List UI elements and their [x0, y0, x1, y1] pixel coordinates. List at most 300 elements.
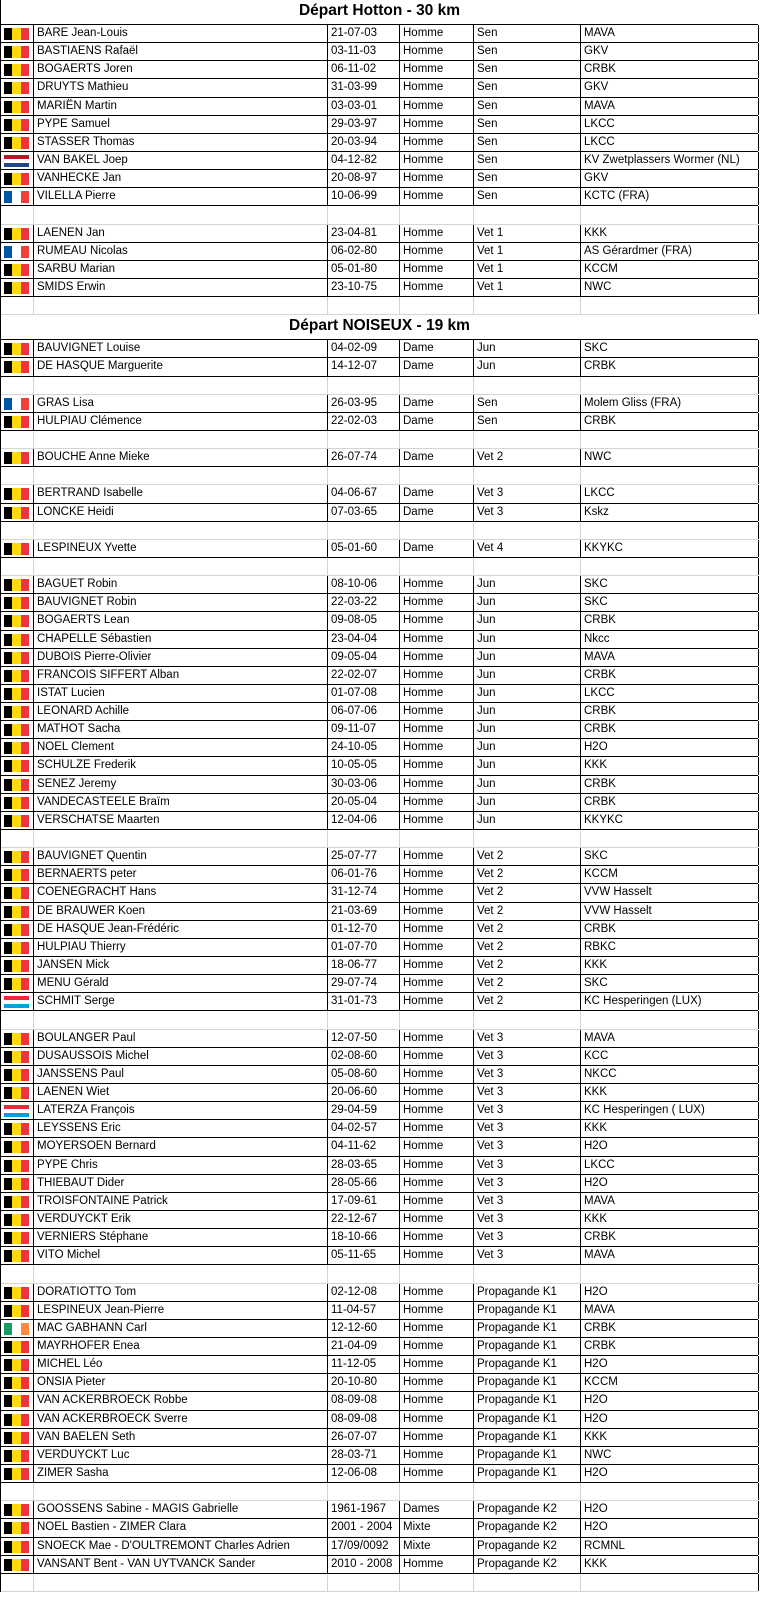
participant-name: VANDECASTEELE Braïm	[34, 794, 328, 811]
birth-date: 26-07-74	[328, 449, 400, 466]
participant-row	[1, 957, 758, 975]
participant-row	[1, 776, 758, 794]
flag-cell	[1, 739, 34, 756]
flag-be-icon	[4, 706, 29, 718]
section-title: Départ NOISEUX - 19 km	[289, 317, 470, 335]
gender: Homme	[400, 576, 474, 593]
club: SKC	[581, 576, 759, 593]
category: Sen	[474, 134, 581, 151]
category: Sen	[474, 116, 581, 133]
flag-be-icon	[4, 1450, 29, 1462]
birth-date: 04-02-57	[328, 1120, 400, 1137]
birth-date: 17/09/0092	[328, 1538, 400, 1555]
birth-date: 21-04-09	[328, 1338, 400, 1355]
participant-name: BASTIAENS Rafaël	[34, 43, 328, 60]
club: H2O	[581, 1411, 759, 1428]
participant-row	[1, 594, 758, 612]
participant-row	[1, 358, 758, 376]
category: Jun	[474, 776, 581, 793]
gender: Homme	[400, 1302, 474, 1319]
participant-row	[1, 848, 758, 866]
category: Sen	[474, 413, 581, 430]
club: H2O	[581, 1138, 759, 1155]
participant-row	[1, 1193, 758, 1211]
flag-cell	[1, 1356, 34, 1373]
flag-be-icon	[4, 1305, 29, 1317]
gender: Homme	[400, 116, 474, 133]
participant-row	[1, 667, 758, 685]
club: NWC	[581, 449, 759, 466]
participant-row	[1, 1030, 758, 1048]
flag-cell	[1, 957, 34, 974]
participant-name: SMIDS Erwin	[34, 279, 328, 296]
club: KV Zwetplassers Wormer (NL)	[581, 152, 759, 169]
birth-date: 06-11-02	[328, 61, 400, 78]
participant-name: BARE Jean-Louis	[34, 25, 328, 42]
participant-name: GRAS Lisa	[34, 395, 328, 412]
club: CRBK	[581, 794, 759, 811]
flag-cell	[1, 594, 34, 611]
category: Propagande K1	[474, 1338, 581, 1355]
participant-name: TROISFONTAINE Patrick	[34, 1193, 328, 1210]
flag-cell	[1, 1157, 34, 1174]
blank-row	[1, 431, 758, 449]
participant-row	[1, 884, 758, 902]
gender: Homme	[400, 1030, 474, 1047]
flag-be-icon	[4, 1051, 29, 1063]
category: Vet 3	[474, 1048, 581, 1065]
category: Jun	[474, 812, 581, 829]
gender: Dame	[400, 540, 474, 557]
blank-row	[1, 377, 758, 395]
participant-name: SARBU Marian	[34, 261, 328, 278]
participant-row	[1, 79, 758, 97]
gender: Homme	[400, 1338, 474, 1355]
flag-be-icon	[4, 742, 29, 754]
gender: Homme	[400, 812, 474, 829]
gender: Homme	[400, 921, 474, 938]
category: Propagande K1	[474, 1465, 581, 1482]
club: GKV	[581, 79, 759, 96]
flag-cell	[1, 170, 34, 187]
participant-name: VERDUYCKT Erik	[34, 1211, 328, 1228]
flag-be-icon	[4, 1196, 29, 1208]
birth-date: 26-07-07	[328, 1429, 400, 1446]
gender: Homme	[400, 1374, 474, 1391]
participant-name: COENEGRACHT Hans	[34, 884, 328, 901]
birth-date: 05-11-65	[328, 1247, 400, 1264]
participant-name: BOULANGER Paul	[34, 1030, 328, 1047]
category: Vet 3	[474, 1030, 581, 1047]
flag-be-icon	[4, 1178, 29, 1190]
participant-name: BOGAERTS Lean	[34, 612, 328, 629]
birth-date: 06-07-06	[328, 703, 400, 720]
participant-row	[1, 1374, 758, 1392]
participant-name: STASSER Thomas	[34, 134, 328, 151]
flag-cell	[1, 116, 34, 133]
participant-row	[1, 1138, 758, 1156]
category: Vet 2	[474, 903, 581, 920]
participant-name: LONCKE Heidi	[34, 504, 328, 521]
flag-cell	[1, 1465, 34, 1482]
participant-row	[1, 721, 758, 739]
category: Vet 2	[474, 884, 581, 901]
birth-date: 12-07-50	[328, 1030, 400, 1047]
participant-name: LEYSSENS Eric	[34, 1120, 328, 1137]
category: Vet 2	[474, 449, 581, 466]
participant-row	[1, 1356, 758, 1374]
birth-date: 03-11-03	[328, 43, 400, 60]
birth-date: 31-01-73	[328, 993, 400, 1010]
flag-be-icon	[4, 869, 29, 881]
birth-date: 08-09-08	[328, 1411, 400, 1428]
flag-be-icon	[4, 1504, 29, 1516]
gender: Homme	[400, 848, 474, 865]
blank-row	[1, 558, 758, 576]
gender: Homme	[400, 667, 474, 684]
gender: Homme	[400, 776, 474, 793]
participant-name: BOUCHE Anne Mieke	[34, 449, 328, 466]
category: Vet 2	[474, 975, 581, 992]
participant-name: LAENEN Wiet	[34, 1084, 328, 1101]
participant-row	[1, 540, 758, 558]
participant-row	[1, 649, 758, 667]
flag-be-icon	[4, 137, 29, 149]
participant-row	[1, 631, 758, 649]
gender: Homme	[400, 903, 474, 920]
club: RCMNL	[581, 1538, 759, 1555]
birth-date: 24-10-05	[328, 739, 400, 756]
flag-cell	[1, 61, 34, 78]
participant-name: DE BRAUWER Koen	[34, 903, 328, 920]
participant-name: BERNAERTS peter	[34, 866, 328, 883]
club: NWC	[581, 279, 759, 296]
flag-cell	[1, 1556, 34, 1573]
flag-cell	[1, 939, 34, 956]
category: Propagande K1	[474, 1284, 581, 1301]
category: Sen	[474, 188, 581, 205]
section-title: Départ Hotton - 30 km	[298, 2, 461, 19]
club: KKK	[581, 1084, 759, 1101]
flag-be-icon	[4, 1414, 29, 1426]
club: KKK	[581, 1429, 759, 1446]
gender: Homme	[400, 794, 474, 811]
birth-date: 05-01-80	[328, 261, 400, 278]
birth-date: 17-09-61	[328, 1193, 400, 1210]
club: LKCC	[581, 134, 759, 151]
birth-date: 23-04-04	[328, 631, 400, 648]
flag-fr-icon	[4, 191, 29, 203]
flag-be-icon	[4, 119, 29, 131]
participant-name: BAUVIGNET Louise	[34, 340, 328, 357]
club: LKCC	[581, 116, 759, 133]
flag-be-icon	[4, 1033, 29, 1045]
blank-row	[1, 1011, 758, 1029]
category: Jun	[474, 576, 581, 593]
gender: Homme	[400, 1102, 474, 1119]
flag-cell	[1, 261, 34, 278]
gender: Homme	[400, 649, 474, 666]
flag-be-icon	[4, 851, 29, 863]
participant-name: MAC GABHANN Carl	[34, 1320, 328, 1337]
birth-date: 20-05-04	[328, 794, 400, 811]
participant-name: JANSEN Mick	[34, 957, 328, 974]
participant-name: DUSAUSSOIS Michel	[34, 1048, 328, 1065]
flag-be-icon	[4, 815, 29, 827]
participant-row	[1, 504, 758, 522]
gender: Homme	[400, 1229, 474, 1246]
flag-be-icon	[4, 906, 29, 918]
participant-name: VERNIERS Stéphane	[34, 1229, 328, 1246]
flag-cell	[1, 1175, 34, 1192]
gender: Homme	[400, 1392, 474, 1409]
participant-name: BERTRAND Isabelle	[34, 485, 328, 502]
participant-row	[1, 340, 758, 358]
flag-cell	[1, 1211, 34, 1228]
category: Jun	[474, 340, 581, 357]
gender: Homme	[400, 25, 474, 42]
flag-fr-icon	[4, 398, 29, 410]
flag-be-icon	[4, 452, 29, 464]
birth-date: 31-03-99	[328, 79, 400, 96]
birth-date: 05-01-60	[328, 540, 400, 557]
flag-cell	[1, 1193, 34, 1210]
participant-name: BAUVIGNET Robin	[34, 594, 328, 611]
blank-row	[1, 206, 758, 224]
flag-cell	[1, 1302, 34, 1319]
gender: Homme	[400, 279, 474, 296]
participant-name: VAN BAKEL Joep	[34, 152, 328, 169]
participant-name: ISTAT Lucien	[34, 685, 328, 702]
participant-name: NOEL Clement	[34, 739, 328, 756]
gender: Homme	[400, 866, 474, 883]
flag-be-icon	[4, 46, 29, 58]
flag-be-icon	[4, 924, 29, 936]
participant-name: SCHMIT Serge	[34, 993, 328, 1010]
birth-date: 29-07-74	[328, 975, 400, 992]
flag-cell	[1, 1030, 34, 1047]
gender: Homme	[400, 721, 474, 738]
flag-cell	[1, 1138, 34, 1155]
participant-name: LATERZA François	[34, 1102, 328, 1119]
club: CRBK	[581, 612, 759, 629]
participant-name: RUMEAU Nicolas	[34, 243, 328, 260]
gender: Dame	[400, 504, 474, 521]
gender: Dame	[400, 485, 474, 502]
club: CRBK	[581, 358, 759, 375]
participant-name: DE HASQUE Marguerite	[34, 358, 328, 375]
club: KKYKC	[581, 540, 759, 557]
gender: Homme	[400, 1175, 474, 1192]
gender: Homme	[400, 757, 474, 774]
category: Jun	[474, 794, 581, 811]
participant-row	[1, 1320, 758, 1338]
category: Vet 3	[474, 1211, 581, 1228]
flag-cell	[1, 1411, 34, 1428]
category: Vet 1	[474, 261, 581, 278]
club: NWC	[581, 1447, 759, 1464]
participant-name: HULPIAU Clémence	[34, 413, 328, 430]
category: Jun	[474, 594, 581, 611]
birth-date: 20-08-97	[328, 170, 400, 187]
birth-date: 12-06-08	[328, 1465, 400, 1482]
participant-row	[1, 576, 758, 594]
participant-row	[1, 612, 758, 630]
participant-name: DRUYTS Mathieu	[34, 79, 328, 96]
participant-row	[1, 921, 758, 939]
participant-row	[1, 812, 758, 830]
participant-name: VILELLA Pierre	[34, 188, 328, 205]
birth-date: 08-10-06	[328, 576, 400, 593]
gender: Dame	[400, 449, 474, 466]
category: Vet 2	[474, 921, 581, 938]
category: Vet 2	[474, 939, 581, 956]
participant-row	[1, 1066, 758, 1084]
gender: Mixte	[400, 1538, 474, 1555]
participant-row	[1, 1247, 758, 1265]
club: CRBK	[581, 703, 759, 720]
flag-cell	[1, 776, 34, 793]
participant-row	[1, 903, 758, 921]
participant-row	[1, 116, 758, 134]
birth-date: 1961-1967	[328, 1501, 400, 1518]
club: CRBK	[581, 776, 759, 793]
flag-cell	[1, 188, 34, 205]
birth-date: 03-03-01	[328, 98, 400, 115]
participant-name: LEONARD Achille	[34, 703, 328, 720]
participant-row	[1, 1392, 758, 1410]
club: CRBK	[581, 61, 759, 78]
gender: Homme	[400, 739, 474, 756]
category: Jun	[474, 721, 581, 738]
participant-row	[1, 1284, 758, 1302]
club: KC Hesperingen (LUX)	[581, 993, 759, 1010]
flag-be-icon	[4, 652, 29, 664]
gender: Homme	[400, 1247, 474, 1264]
flag-cell	[1, 1519, 34, 1536]
birth-date: 21-03-69	[328, 903, 400, 920]
participant-name: LAENEN Jan	[34, 225, 328, 242]
flag-be-icon	[4, 1522, 29, 1534]
flag-cell	[1, 243, 34, 260]
flag-cell	[1, 1392, 34, 1409]
flag-cell	[1, 1084, 34, 1101]
category: Jun	[474, 703, 581, 720]
birth-date: 12-12-60	[328, 1320, 400, 1337]
birth-date: 29-03-97	[328, 116, 400, 133]
gender: Homme	[400, 1320, 474, 1337]
gender: Homme	[400, 939, 474, 956]
participant-row	[1, 975, 758, 993]
club: KCCM	[581, 261, 759, 278]
participant-row	[1, 413, 758, 431]
category: Jun	[474, 667, 581, 684]
blank-row	[1, 1574, 758, 1592]
flag-cell	[1, 812, 34, 829]
gender: Homme	[400, 1356, 474, 1373]
category: Vet 3	[474, 1102, 581, 1119]
club: VVW Hasselt	[581, 884, 759, 901]
participant-name: VAN ACKERBROECK Robbe	[34, 1392, 328, 1409]
category: Jun	[474, 757, 581, 774]
participant-name: SENEZ Jeremy	[34, 776, 328, 793]
club: CRBK	[581, 1338, 759, 1355]
flag-cell	[1, 993, 34, 1010]
gender: Homme	[400, 703, 474, 720]
category: Vet 2	[474, 993, 581, 1010]
flag-cell	[1, 866, 34, 883]
club: KKK	[581, 957, 759, 974]
participant-name: MICHEL Léo	[34, 1356, 328, 1373]
birth-date: 04-12-82	[328, 152, 400, 169]
flag-be-icon	[4, 688, 29, 700]
category: Vet 3	[474, 1193, 581, 1210]
participant-row	[1, 279, 758, 297]
flag-be-icon	[4, 1160, 29, 1172]
gender: Homme	[400, 612, 474, 629]
participant-row	[1, 25, 758, 43]
flag-be-icon	[4, 1214, 29, 1226]
gender: Homme	[400, 1556, 474, 1573]
participant-name: MOYERSOEN Bernard	[34, 1138, 328, 1155]
flag-fr-icon	[4, 246, 29, 258]
category: Sen	[474, 61, 581, 78]
birth-date: 28-03-71	[328, 1447, 400, 1464]
blank-row	[1, 522, 758, 540]
club: H2O	[581, 1465, 759, 1482]
category: Sen	[474, 43, 581, 60]
gender: Homme	[400, 134, 474, 151]
birth-date: 28-05-66	[328, 1175, 400, 1192]
category: Vet 2	[474, 957, 581, 974]
flag-be-icon	[4, 1141, 29, 1153]
club: SKC	[581, 975, 759, 992]
flag-be-icon	[4, 1377, 29, 1389]
flag-be-icon	[4, 634, 29, 646]
flag-cell	[1, 413, 34, 430]
gender: Homme	[400, 631, 474, 648]
participant-row	[1, 993, 758, 1011]
birth-date: 02-12-08	[328, 1284, 400, 1301]
birth-date: 2010 - 2008	[328, 1556, 400, 1573]
category: Propagande K2	[474, 1519, 581, 1536]
flag-cell	[1, 576, 34, 593]
club: VVW Hasselt	[581, 903, 759, 920]
club: KCCM	[581, 1374, 759, 1391]
club: MAVA	[581, 1193, 759, 1210]
flag-cell	[1, 649, 34, 666]
flag-cell	[1, 757, 34, 774]
birth-date: 23-04-81	[328, 225, 400, 242]
participant-row	[1, 449, 758, 467]
flag-be-icon	[4, 615, 29, 627]
flag-cell	[1, 25, 34, 42]
flag-cell	[1, 1284, 34, 1301]
participant-row	[1, 1429, 758, 1447]
flag-be-icon	[4, 28, 29, 40]
flag-be-icon	[4, 228, 29, 240]
category: Propagande K1	[474, 1411, 581, 1428]
club: Molem Gliss (FRA)	[581, 395, 759, 412]
participant-name: MAYRHOFER Enea	[34, 1338, 328, 1355]
club: Nkcc	[581, 631, 759, 648]
blank-row	[1, 297, 758, 315]
participant-row	[1, 1411, 758, 1429]
birth-date: 20-03-94	[328, 134, 400, 151]
flag-be-icon	[4, 1069, 29, 1081]
flag-be-icon	[4, 942, 29, 954]
gender: Homme	[400, 43, 474, 60]
